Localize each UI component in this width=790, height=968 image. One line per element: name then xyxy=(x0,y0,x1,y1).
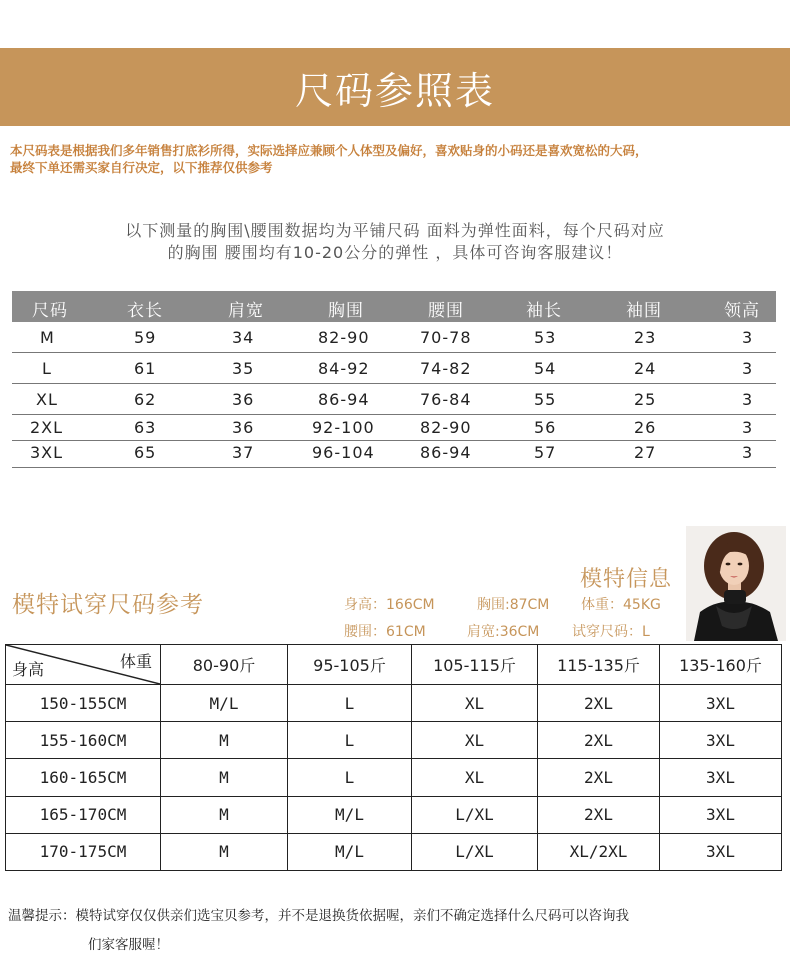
cell-shoulder: 34 xyxy=(232,328,255,347)
cell-shoulder: 37 xyxy=(232,443,255,462)
note-line-2: 的胸围 腰围均有10-20公分的弹性 ，具体可咨询客服建议！ xyxy=(167,243,623,262)
model-shoulder: 肩宽:36CM xyxy=(467,624,540,640)
size-cell: 3XL xyxy=(660,722,782,759)
weight-range-header: 135-160斤 xyxy=(660,645,782,685)
size-cell: 3XL xyxy=(660,759,782,796)
cell-waist: 86-94 xyxy=(420,443,472,462)
header-sleeve-length: 袖长 xyxy=(526,301,562,321)
size-cell: 3XL xyxy=(660,833,782,870)
table-row xyxy=(6,759,782,796)
measurement-note xyxy=(40,220,750,264)
size-cell: 2XL xyxy=(538,722,660,759)
table-row xyxy=(6,833,782,870)
size-cell: 2XL xyxy=(538,759,660,796)
size-cell: XL/2XL xyxy=(538,833,660,870)
trial-table-header xyxy=(6,645,782,685)
intro-text xyxy=(10,142,780,176)
size-cell: L xyxy=(288,759,412,796)
size-cell: L/XL xyxy=(412,833,538,870)
cell-sleeve-width: 25 xyxy=(634,390,657,409)
cell-length: 59 xyxy=(134,328,157,347)
size-cell: M/L xyxy=(288,833,412,870)
weight-range-header: 95-105斤 xyxy=(288,645,412,685)
cell-collar: 3 xyxy=(742,328,754,347)
model-portrait-illustration xyxy=(686,526,786,641)
header-shoulder: 肩宽 xyxy=(228,301,264,321)
height-range-cell: 150-155CM xyxy=(6,685,161,722)
corner-height-label: 身高 xyxy=(12,660,45,679)
cell-sleeve-width: 23 xyxy=(634,328,657,347)
table-row xyxy=(12,441,776,468)
table-row xyxy=(12,322,776,353)
height-range-cell: 165-170CM xyxy=(6,796,161,833)
cell-collar: 3 xyxy=(742,359,754,378)
model-info-title: 模特信息 xyxy=(580,567,673,592)
table-row xyxy=(12,415,776,441)
model-bust: 胸围:87CM xyxy=(477,597,550,613)
size-cell: L/XL xyxy=(412,796,538,833)
size-cell: M xyxy=(161,722,288,759)
cell-length: 65 xyxy=(134,443,157,462)
cell-waist: 70-78 xyxy=(420,328,472,347)
cell-size: L xyxy=(42,359,52,378)
table-row xyxy=(6,685,782,722)
model-photo xyxy=(686,526,786,641)
size-cell: M xyxy=(161,759,288,796)
cell-sleeve-length: 57 xyxy=(534,443,557,462)
model-section-title: 模特试穿尺码参考 xyxy=(12,592,204,618)
size-cell: M/L xyxy=(161,685,288,722)
header-length: 衣长 xyxy=(127,301,163,321)
cell-shoulder: 35 xyxy=(232,359,255,378)
table-row xyxy=(12,384,776,415)
footer-tip xyxy=(8,902,783,960)
header-sleeve-width: 袖围 xyxy=(626,301,662,321)
note-line-1: 以下测量的胸围\腰围数据均为平铺尺码 面料为弹性面料，每个尺码对应 xyxy=(125,221,665,240)
intro-line-1: 本尺码表是根据我们多年销售打底衫所得，实际选择应兼顾个人体型及偏好，喜欢贴身的小码还是喜欢宽松的大码， xyxy=(10,143,648,158)
height-range-cell: 160-165CM xyxy=(6,759,161,796)
weight-range-header: 115-135斤 xyxy=(538,645,660,685)
cell-bust: 82-90 xyxy=(318,328,370,347)
size-cell: 2XL xyxy=(538,796,660,833)
size-table xyxy=(12,291,776,468)
cell-sleeve-length: 55 xyxy=(534,390,557,409)
model-height: 身高：166CM xyxy=(344,597,435,613)
table-row xyxy=(6,722,782,759)
cell-sleeve-width: 24 xyxy=(634,359,657,378)
footer-line-2: 们家客服喔！ xyxy=(88,937,169,953)
size-cell: L xyxy=(288,722,412,759)
trial-size-grid xyxy=(5,644,782,871)
size-cell: XL xyxy=(412,722,538,759)
height-range-cell: 170-175CM xyxy=(6,833,161,870)
model-waist: 腰围：61CM xyxy=(344,624,426,640)
size-cell: M xyxy=(161,796,288,833)
cell-shoulder: 36 xyxy=(232,390,255,409)
cell-bust: 84-92 xyxy=(318,359,370,378)
cell-collar: 3 xyxy=(742,443,754,462)
intro-line-2: 最终下单还需买家自行决定，以下推荐仅供参考 xyxy=(10,160,273,175)
cell-size: M xyxy=(40,328,55,347)
cell-bust: 92-100 xyxy=(312,418,375,437)
size-cell: XL xyxy=(412,685,538,722)
table-row xyxy=(6,796,782,833)
weight-range-header: 105-115斤 xyxy=(412,645,538,685)
page-title: 尺码参照表 xyxy=(294,69,495,113)
weight-range-header: 80-90斤 xyxy=(161,645,288,685)
size-cell: 3XL xyxy=(660,685,782,722)
height-range-cell: 155-160CM xyxy=(6,722,161,759)
size-cell: M xyxy=(161,833,288,870)
cell-sleeve-width: 27 xyxy=(634,443,657,462)
footer-line-1: 温馨提示：模特试穿仅仅供亲们选宝贝参考，并不是退换货依据喔，亲们不确定选择什么尺码可以咨询我 xyxy=(8,908,629,924)
corner-weight-label: 体重 xyxy=(119,652,152,671)
cell-length: 61 xyxy=(134,359,157,378)
cell-collar: 3 xyxy=(742,390,754,409)
cell-shoulder: 36 xyxy=(232,418,255,437)
trial-size-table xyxy=(5,644,781,871)
cell-size: 2XL xyxy=(30,418,64,437)
size-cell: XL xyxy=(412,759,538,796)
cell-length: 62 xyxy=(134,390,157,409)
size-table-header xyxy=(12,291,776,322)
cell-bust: 96-104 xyxy=(312,443,375,462)
table-row xyxy=(12,353,776,384)
header-waist: 腰围 xyxy=(428,301,464,321)
model-weight: 体重：45KG xyxy=(581,597,661,613)
cell-sleeve-width: 26 xyxy=(634,418,657,437)
model-trial-size: 试穿尺码：L xyxy=(572,624,650,640)
cell-sleeve-length: 54 xyxy=(534,359,557,378)
size-cell: 2XL xyxy=(538,685,660,722)
header-collar: 领高 xyxy=(724,301,760,321)
header-size: 尺码 xyxy=(32,301,68,321)
cell-sleeve-length: 53 xyxy=(534,328,557,347)
size-cell: L xyxy=(288,685,412,722)
cell-size: 3XL xyxy=(30,443,64,462)
cell-collar: 3 xyxy=(742,418,754,437)
size-cell: M/L xyxy=(288,796,412,833)
title-banner xyxy=(0,48,790,126)
cell-length: 63 xyxy=(134,418,157,437)
cell-sleeve-length: 56 xyxy=(534,418,557,437)
cell-size: XL xyxy=(36,390,58,409)
corner-cell xyxy=(6,645,161,685)
cell-waist: 82-90 xyxy=(420,418,472,437)
header-bust: 胸围 xyxy=(328,301,364,321)
cell-bust: 86-94 xyxy=(318,390,370,409)
cell-waist: 76-84 xyxy=(420,390,472,409)
size-cell: 3XL xyxy=(660,796,782,833)
cell-waist: 74-82 xyxy=(420,359,472,378)
